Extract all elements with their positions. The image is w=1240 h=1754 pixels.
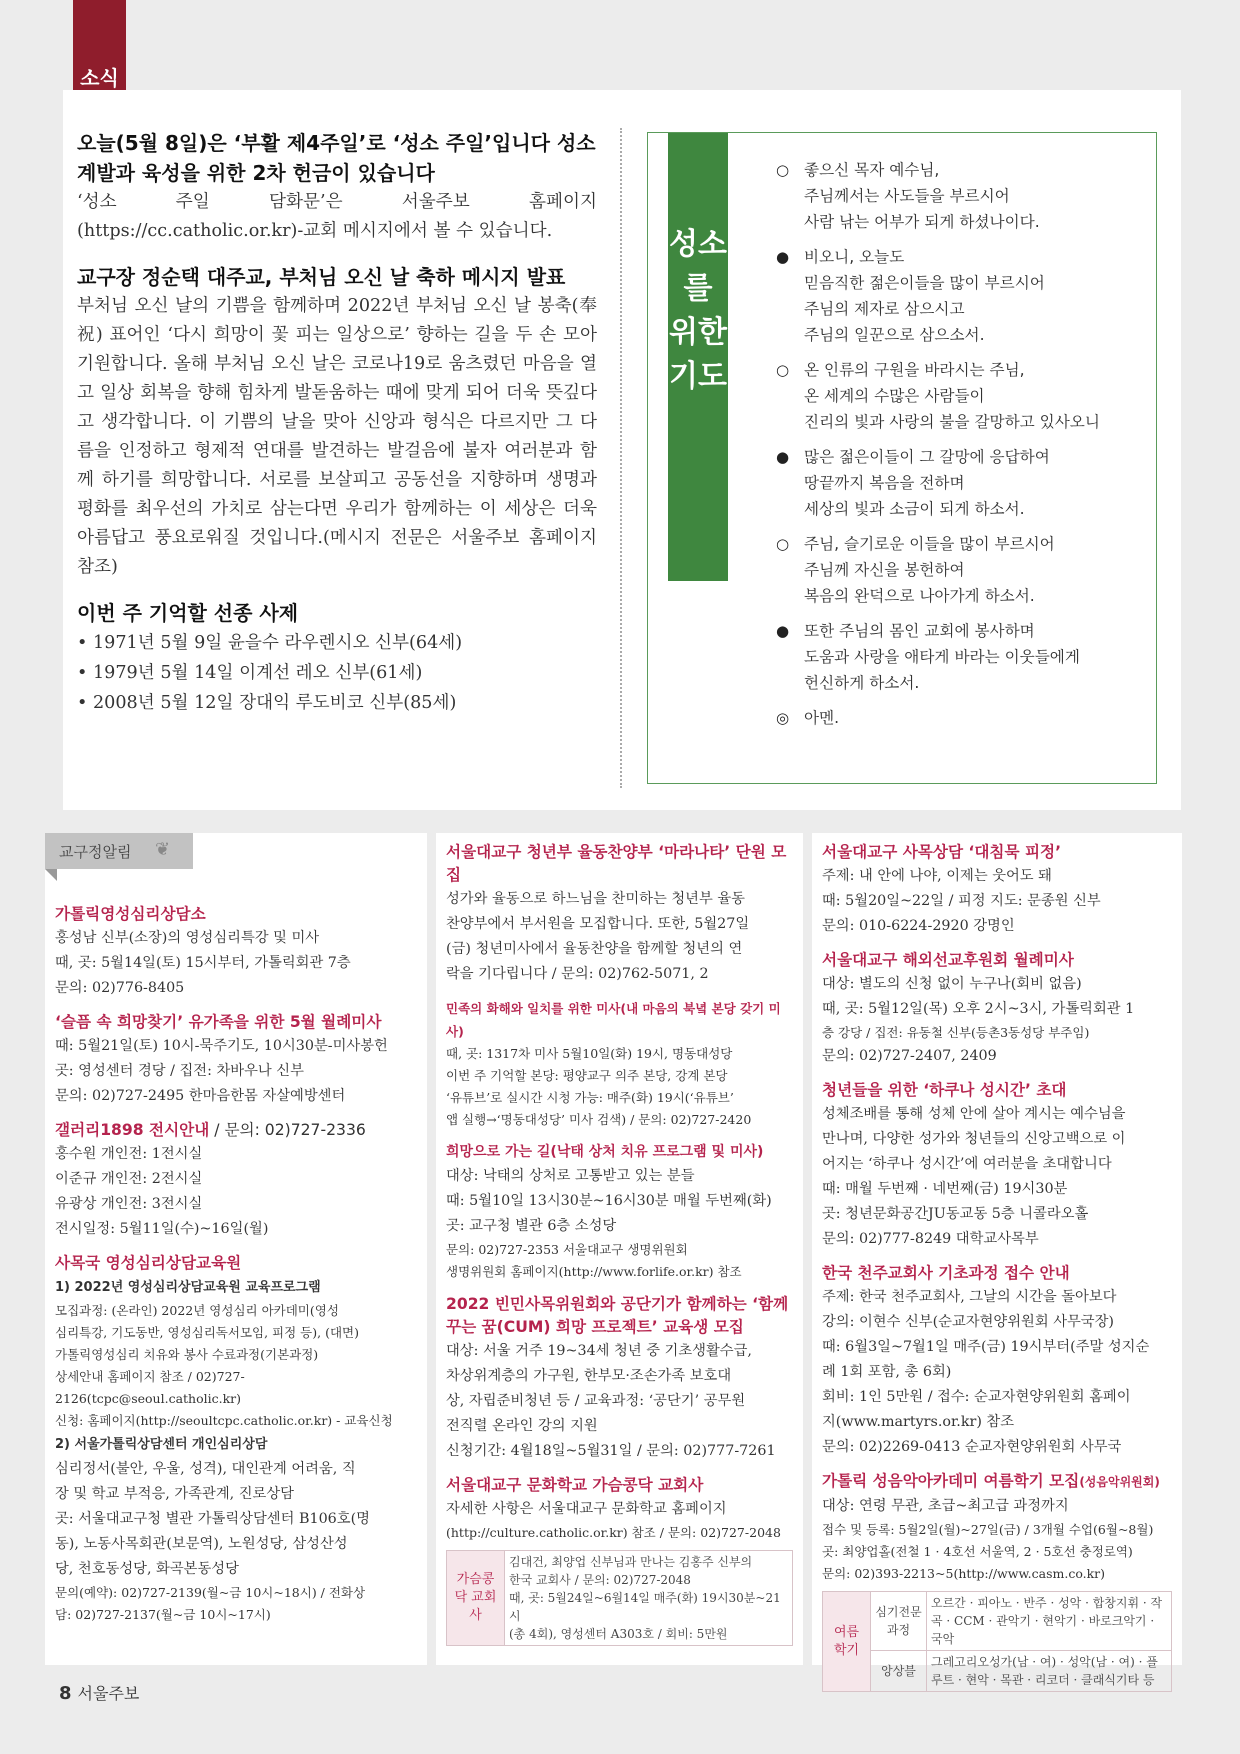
prayer-line: 주님의 제자로 삼으시고 bbox=[804, 300, 965, 318]
notice-line: 때, 곳: 1317차 미사 5월10일(화) 19시, 명동대성당 bbox=[446, 1046, 733, 1061]
notice-title: 서울대교구 문화학교 가슴콩닥 교회사 bbox=[446, 1476, 704, 1494]
notice-line: 모집과정: (온라인) 2022년 영성심리 아카데미(영성 bbox=[55, 1303, 339, 1318]
notice-title: ‘슬픔 속 희망찾기’ 유가족을 위한 5월 월례미사 bbox=[55, 1013, 382, 1031]
notice-line: 상세안내 홈페이지 참조 / 02)727-2126(tcpc@seoul.catholic.kr) bbox=[55, 1369, 245, 1406]
table-value: 오르간 · 피아노 · 반주 · 성악 · 합창지휘 · 작곡 · CCM · 관악기 · 현악기 · 바로크악기 · 국악 bbox=[927, 1592, 1172, 1651]
notice-line: 신청기간: 4월18일~5월31일 / 문의: 02)777-7261 bbox=[446, 1443, 776, 1459]
notice-line: 대상: 연령 무관, 초급~최고급 과정까지 bbox=[822, 1498, 1069, 1514]
notice-column-3 bbox=[812, 833, 1182, 1687]
prayer-line: 사람 낚는 어부가 되게 하셨나이다. bbox=[804, 213, 1040, 231]
headline-deceased-priests: 이번 주 기억할 선종 사제 bbox=[77, 601, 299, 625]
notice-line: 당, 천호동성당, 화곡본동성당 bbox=[55, 1561, 239, 1577]
page-number: 8 bbox=[59, 1683, 72, 1704]
prayer-title: 성소를 위한 기도 bbox=[668, 133, 728, 581]
prayer-line: 많은 젊은이들이 그 갈망에 응답하여 bbox=[804, 448, 1050, 466]
notice-line: 이번 주 기억할 본당: 평양교구 의주 본당, 강계 본당 bbox=[446, 1068, 728, 1083]
notice-line: 때, 곳: 5월12일(목) 오후 2시~3시, 가톨릭회관 1 bbox=[822, 1001, 1135, 1017]
notice-line: 곳: 서울대교구청 별관 가톨릭상담센터 B106호(명 bbox=[55, 1511, 370, 1527]
church-history-table bbox=[446, 1550, 793, 1646]
notice-column-2 bbox=[436, 833, 803, 1665]
notice-line: 문의: 02)727-2495 한마음한몸 자살예방센터 bbox=[55, 1088, 346, 1104]
summer-term-table bbox=[822, 1591, 1172, 1692]
page-footer bbox=[59, 1681, 139, 1704]
notice-line: (금) 청년미사에서 율동찬양을 함께할 청년의 연 bbox=[446, 941, 743, 957]
notice-line: 층 강당 / 집전: 유동철 신부(등촌3동성당 부주임) bbox=[822, 1025, 1090, 1040]
prayer-line: 진리의 빛과 사랑의 불을 갈망하고 있사오니 bbox=[804, 413, 1100, 431]
news-column bbox=[77, 128, 597, 718]
notice-line: 심리정서(불안, 우울, 성격), 대인관계 어려움, 직 bbox=[55, 1461, 356, 1477]
notice-line: 때, 곳: 5월14일(토) 15시부터, 가톨릭회관 7층 bbox=[55, 955, 351, 971]
prayer-line: 온 인류의 구원을 바라시는 주님, bbox=[804, 361, 1025, 379]
notice-subtitle: 2) 서울가톨릭상담센터 개인심리상담 bbox=[55, 1437, 268, 1452]
gallery-contact: / 문의: 02)727-2336 bbox=[209, 1121, 366, 1139]
notice-line: (http://culture.catholic.or.kr) 참조 / 문의: 02)727-2048 bbox=[446, 1525, 781, 1540]
notice-line: 심리특강, 기도동반, 영성심리독서모임, 피정 등), (대면) bbox=[55, 1325, 359, 1340]
vocation-sunday-body: ‘성소 주일 담화문’은 서울주보 홈페이지(https://cc.catholic.or.kr)-교회 메시지에서 볼 수 있습니다. bbox=[77, 192, 597, 241]
notice-line: 문의: 02)777-8249 대학교사목부 bbox=[822, 1231, 1039, 1247]
table-detail bbox=[505, 1551, 793, 1646]
headline-vocation-sunday: 오늘(5월 8일)은 ‘부활 제4주일’로 ‘성소 주일’입니다 성소 계발과 육성을 위한 2차 헌금이 있습니다 bbox=[77, 131, 596, 185]
notice-line: 장 및 학교 부적응, 가족관계, 진로상담 bbox=[55, 1486, 294, 1502]
notice-line: 차상위계층의 가구원, 한부모·조손가족 보호대 bbox=[446, 1368, 732, 1384]
notice-line: 홍성남 신부(소장)의 영성심리특강 및 미사 bbox=[55, 930, 320, 946]
notice-line: 홍수원 개인전: 1전시실 bbox=[55, 1146, 203, 1162]
notice-line: 동), 노동사목회관(보문역), 노원성당, 삼성산성 bbox=[55, 1536, 348, 1552]
prayer-line: 주님의 일꾼으로 삼으소서. bbox=[804, 326, 985, 344]
notice-line: 신청: 홈페이지(http://seoultcpc.catholic.or.kr) - 교육신청 bbox=[55, 1413, 393, 1428]
notice-line: 상, 자립준비청년 등 / 교육과정: ‘공단기’ 공무원 bbox=[446, 1393, 746, 1409]
notice-line: 락을 기다립니다 / 문의: 02)762-5071, 2 bbox=[446, 966, 709, 982]
prayer-line: 믿음직한 젊은이들을 많이 부르시어 bbox=[804, 274, 1045, 292]
stanza-bullet: ● bbox=[776, 448, 790, 466]
notice-line: 곳: 최양업홀(전철 1 · 4호선 서울역, 2 · 5호선 충정로역) bbox=[822, 1544, 1133, 1559]
notice-line: 문의: 02)393-2213~5(http://www.casm.co.kr) bbox=[822, 1566, 1106, 1581]
notice-title: 사목국 영성심리상담교육원 bbox=[55, 1254, 242, 1272]
headline-buddha-message: 교구장 정순택 대주교, 부처님 오신 날 축하 메시지 발표 bbox=[77, 265, 566, 289]
prayer-stanza bbox=[776, 444, 1156, 522]
prayer-line: 땅끝까지 복음을 전하며 bbox=[804, 474, 965, 492]
prayer-stanza bbox=[776, 357, 1156, 435]
stanza-bullet: ○ bbox=[776, 361, 790, 379]
notice-line: 때: 매월 두번째 · 네번째(금) 19시30분 bbox=[822, 1181, 1068, 1197]
prayer-line: 세상의 빛과 소금이 되게 하소서. bbox=[804, 500, 1025, 518]
notice-line: 만나며, 다양한 성가와 청년들의 신앙고백으로 이 bbox=[822, 1131, 1126, 1147]
notice-line: 앱 실행→‘명동대성당’ 미사 검색) / 문의: 02)727-2420 bbox=[446, 1112, 752, 1127]
notice-subtitle: 1) 2022년 영성심리상담교육원 교육프로그램 bbox=[55, 1280, 321, 1295]
notice-line: 때: 5월20일~22일 / 피정 지도: 문종원 신부 bbox=[822, 893, 1101, 909]
prayer-line: 온 세계의 수많은 사람들이 bbox=[804, 387, 985, 405]
notice-column-1 bbox=[45, 833, 427, 1665]
notice-line: 문의: 02)776-8405 bbox=[55, 980, 185, 996]
section-tag: 소식 bbox=[73, 0, 126, 110]
prayer-stanzas bbox=[776, 157, 1156, 740]
notice-line: 때: 5월21일(토) 10시-묵주기도, 10시30분-미사봉헌 bbox=[55, 1038, 388, 1054]
dotted-divider bbox=[620, 128, 622, 788]
buddha-message-body: 부처님 오신 날의 기쁨을 함께하며 2022년 부처님 오신 날 봉축(奉祝) 표어인 ‘다시 희망이 꽃 피는 일상으로’ 향하는 길을 두 손 모아 기원합니다. 올해 부처님 오신 날은 코로나19로 움츠렸던 마음을 열고 일상 회복을 향해 힘차게 발돋움하는 때에 맞게 되어 더욱 뜻깊다고 생각합니다. 이 기쁨의 날을 맞아 신앙과 형식은 다르지만 그 다름을 인정하고 형제적 연대를 발견하는 발걸음에 불자 여러분과 함께 하기를 희망합니다. 서로를 보살피고 공동선을 지향하며 생명과 평화를 최우선의 가치로 삼는다면 우리가 함께하는 이 세상은 더욱 아름답고 풍요로워질 것입니다.(메시지 전문은 서울주보 홈페이지 참조) bbox=[77, 296, 597, 577]
prayer-line: 도움과 사랑을 애타게 바라는 이웃들에게 bbox=[804, 648, 1080, 666]
deceased-priest-3: • 2008년 5월 12일 장대익 루도비코 신부(85세) bbox=[77, 693, 457, 713]
academy-org: (성음악위원회) bbox=[1079, 1475, 1160, 1489]
notice-line: 때: 5월10일 13시30분~16시30분 매월 두번째(화) bbox=[446, 1193, 772, 1209]
notice-line: 문의: 02)727-2407, 2409 bbox=[822, 1048, 997, 1064]
notice-line: 전시일정: 5월11일(수)~16일(월) bbox=[55, 1221, 269, 1237]
notice-line: 회비: 1인 5만원 / 접수: 순교자현양위원회 홈페이 bbox=[822, 1389, 1131, 1405]
prayer-line: 비오니, 오늘도 bbox=[804, 248, 905, 266]
academy-title: 가톨릭 성음악아카데미 여름학기 모집 bbox=[822, 1472, 1080, 1490]
notice-line: 주제: 내 안에 나야, 이제는 웃어도 돼 bbox=[822, 868, 1052, 884]
table-value: 그레고리오성가(남 · 여) · 성악(남 · 여) · 플루트 · 현악 · 목관 · 리코더 · 클래식기타 등 bbox=[927, 1651, 1172, 1692]
table-line: 한국 교회사 / 문의: 02)727-2048 bbox=[509, 1573, 691, 1587]
notice-title: 가톨릭영성심리상담소 bbox=[55, 905, 206, 923]
stanza-bullet: ◎ bbox=[776, 709, 790, 727]
notice-line: 곳: 교구청 별관 6층 소성당 bbox=[446, 1218, 617, 1234]
notice-line: 담: 02)727-2137(월~금 10시~17시) bbox=[55, 1607, 271, 1622]
table-key: 앙상블 bbox=[871, 1651, 927, 1692]
notice-title: 민족의 화해와 일치를 위한 미사(내 마음의 북녘 본당 갖기 미사) bbox=[446, 1001, 781, 1039]
top-news-box bbox=[63, 90, 1181, 810]
notice-line: 생명위원회 홈페이지(http://www.forlife.or.kr) 참조 bbox=[446, 1264, 742, 1279]
notice-line: 이준규 개인전: 2전시실 bbox=[55, 1171, 203, 1187]
notice-line: 곳: 청년문화공간JU동교동 5층 니콜라오홀 bbox=[822, 1206, 1089, 1222]
prayer-stanza bbox=[776, 618, 1156, 696]
notice-title: 2022 빈민사목위원회와 공단기가 함께하는 ‘함께 꾸는 꿈(CUM) 희망 프로젝트’ 교육생 모집 bbox=[446, 1295, 789, 1336]
notice-line: 곳: 영성센터 경당 / 집전: 차바우나 신부 bbox=[55, 1063, 304, 1079]
table-label: 가슴콩닥 교회사 bbox=[447, 1551, 505, 1646]
notice-line: 접수 및 등록: 5월2일(월)~27일(금) / 3개월 수업(6월~8월) bbox=[822, 1522, 1154, 1537]
notice-title bbox=[822, 1470, 1172, 1494]
notice-line: 문의: 02)727-2353 서울대교구 생명위원회 bbox=[446, 1242, 688, 1257]
stanza-bullet: ○ bbox=[776, 535, 790, 553]
prayer-line: 복음의 완덕으로 나아가게 하소서. bbox=[804, 587, 1035, 605]
prayer-line: 주님, 슬기로운 이들을 많이 부르시어 bbox=[804, 535, 1055, 553]
deceased-priest-1: • 1971년 5월 9일 윤을수 라우렌시오 신부(64세) bbox=[77, 633, 463, 653]
badge-fold bbox=[45, 869, 57, 881]
table-line: 김대건, 최양업 신부님과 만나는 김홍주 신부의 bbox=[509, 1555, 753, 1569]
table-label: 여름 학기 bbox=[823, 1592, 871, 1692]
leaf-icon: ❦ bbox=[155, 839, 171, 860]
notice-title: 청년들을 위한 ‘하쿠나 성시간’ 초대 bbox=[822, 1081, 1067, 1099]
deceased-priest-2: • 1979년 5월 14일 이계선 레오 신부(61세) bbox=[77, 663, 423, 683]
stanza-bullet: ○ bbox=[776, 161, 790, 179]
notice-title: 서울대교구 청년부 율동찬양부 ‘마라나타’ 단원 모집 bbox=[446, 843, 787, 884]
prayer-stanza bbox=[776, 531, 1156, 609]
notice-line: 어지는 ‘하쿠나 성시간’에 여러분을 초대합니다 bbox=[822, 1156, 1112, 1172]
table-line: 때, 곳: 5월24일~6월14일 매주(화) 19시30분~21시 bbox=[509, 1591, 781, 1623]
notice-title bbox=[55, 1119, 417, 1142]
notice-line: 가톨릭영성심리 치유와 봉사 수료과정(기본과정) bbox=[55, 1347, 319, 1362]
notice-line: 전직렬 온라인 강의 지원 bbox=[446, 1418, 598, 1434]
stanza-bullet: ● bbox=[776, 248, 790, 266]
publication-name: 서울주보 bbox=[77, 1684, 140, 1703]
badge-label: 교구정알림 bbox=[59, 843, 132, 861]
notice-line: 자세한 사항은 서울대교구 문화학교 홈페이지 bbox=[446, 1501, 727, 1517]
notice-line: 대상: 서울 거주 19~34세 청년 중 기초생활수급, bbox=[446, 1343, 752, 1359]
prayer-stanza bbox=[776, 157, 1156, 235]
notice-line: 찬양부에서 부서원을 모집합니다. 또한, 5월27일 bbox=[446, 916, 750, 932]
prayer-line: 주님께 자신을 봉헌하여 bbox=[804, 561, 965, 579]
notice-line: 지(www.martyrs.or.kr) 참조 bbox=[822, 1414, 1015, 1430]
notice-line: 대상: 별도의 신청 없이 누구나(회비 없음) bbox=[822, 976, 1082, 992]
notice-line: 성가와 율동으로 하느님을 찬미하는 청년부 율동 bbox=[446, 891, 745, 907]
diocese-notice-badge bbox=[45, 833, 193, 869]
notice-line: 문의: 010-6224-2920 강명인 bbox=[822, 918, 1015, 934]
notice-line: 주제: 한국 천주교회사, 그날의 시간을 돌아보다 bbox=[822, 1289, 1117, 1305]
notice-title: 서울대교구 해외선교후원회 월례미사 bbox=[822, 951, 1074, 969]
table-key: 심기전문 과정 bbox=[871, 1592, 927, 1651]
prayer-line: 주님께서는 사도들을 부르시어 bbox=[804, 187, 1010, 205]
notice-title: 서울대교구 사목상담 ‘대침묵 피정’ bbox=[822, 843, 1062, 861]
notice-title: 희망으로 가는 길(낙태 상처 치유 프로그램 및 미사) bbox=[446, 1144, 764, 1160]
notice-title: 한국 천주교회사 기초과정 접수 안내 bbox=[822, 1264, 1070, 1282]
notice-line: 성체조배를 통해 성체 안에 살아 계시는 예수님을 bbox=[822, 1106, 1126, 1122]
notice-line: 대상: 낙태의 상처로 고통받고 있는 분들 bbox=[446, 1168, 695, 1184]
notice-line: ‘유튜브’로 실시간 시청 가능: 매주(화) 19시(‘유튜브’ bbox=[446, 1090, 734, 1105]
notice-line: 강의: 이현수 신부(순교자현양위원회 사무국장) bbox=[822, 1314, 1115, 1330]
prayer-stanza bbox=[776, 705, 1156, 731]
prayer-line: 아멘. bbox=[804, 709, 840, 727]
prayer-stanza bbox=[776, 244, 1156, 348]
prayer-line: 또한 주님의 몸인 교회에 봉사하며 bbox=[804, 622, 1035, 640]
prayer-line: 헌신하게 하소서. bbox=[804, 674, 920, 692]
notice-line: 문의: 02)2269-0413 순교자현양위원회 사무국 bbox=[822, 1439, 1122, 1455]
gallery-title: 갤러리1898 전시안내 bbox=[55, 1121, 210, 1139]
prayer-box bbox=[647, 132, 1157, 784]
notice-line: 때: 6월3일~7월1일 매주(금) 19시부터(주말 성지순 bbox=[822, 1339, 1150, 1355]
notice-line: 문의(예약): 02)727-2139(월~금 10시~18시) / 전화상 bbox=[55, 1585, 366, 1600]
notice-line: 례 1회 포함, 총 6회) bbox=[822, 1364, 952, 1380]
prayer-line: 좋으신 목자 예수님, bbox=[804, 161, 940, 179]
notice-line: 유광상 개인전: 3전시실 bbox=[55, 1196, 203, 1212]
stanza-bullet: ● bbox=[776, 622, 790, 640]
table-line: (총 4회), 영성센터 A303호 / 회비: 5만원 bbox=[509, 1627, 728, 1641]
